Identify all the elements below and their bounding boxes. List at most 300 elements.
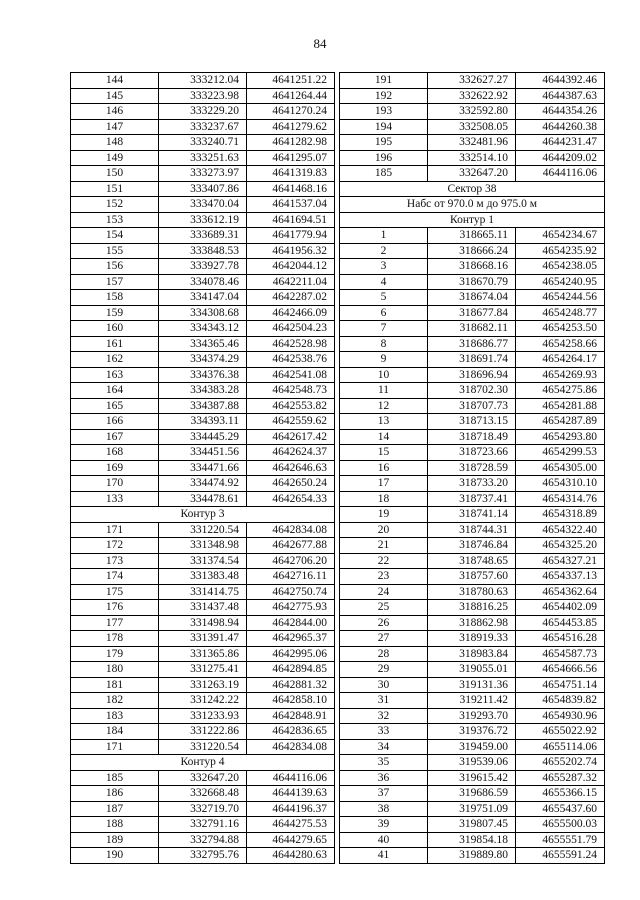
y-coordinate: 4641537.04 bbox=[247, 197, 335, 213]
point-number: 177 bbox=[71, 615, 159, 631]
point-number: 149 bbox=[71, 150, 159, 166]
y-coordinate: 4644116.06 bbox=[516, 166, 605, 182]
point-number: 191 bbox=[340, 73, 428, 89]
y-coordinate: 4642858.10 bbox=[247, 693, 335, 709]
point-number: 159 bbox=[71, 305, 159, 321]
x-coordinate: 318983.84 bbox=[428, 646, 516, 662]
table-row bbox=[340, 166, 605, 182]
y-coordinate: 4642965.37 bbox=[247, 631, 335, 647]
y-coordinate: 4654337.13 bbox=[516, 569, 605, 585]
x-coordinate: 318691.74 bbox=[428, 352, 516, 368]
x-coordinate: 332514.10 bbox=[428, 150, 516, 166]
y-coordinate: 4655366.15 bbox=[516, 786, 605, 802]
x-coordinate: 318707.73 bbox=[428, 398, 516, 414]
y-coordinate: 4654293.80 bbox=[516, 429, 605, 445]
table-row bbox=[71, 305, 335, 321]
x-coordinate: 318744.31 bbox=[428, 522, 516, 538]
y-coordinate: 4641319.83 bbox=[247, 166, 335, 182]
x-coordinate: 334474.92 bbox=[159, 476, 247, 492]
y-coordinate: 4644392.46 bbox=[516, 73, 605, 89]
point-number: 21 bbox=[340, 538, 428, 554]
point-number: 35 bbox=[340, 755, 428, 771]
point-number: 18 bbox=[340, 491, 428, 507]
x-coordinate: 334451.56 bbox=[159, 445, 247, 461]
table-row bbox=[340, 398, 605, 414]
x-coordinate: 331498.94 bbox=[159, 615, 247, 631]
y-coordinate: 4644275.53 bbox=[247, 817, 335, 833]
table-row bbox=[340, 290, 605, 306]
section-header-row bbox=[71, 507, 335, 523]
y-coordinate: 4644279.65 bbox=[247, 832, 335, 848]
point-number: 187 bbox=[71, 801, 159, 817]
table-row bbox=[340, 817, 605, 833]
table-row bbox=[340, 274, 605, 290]
x-coordinate: 332508.05 bbox=[428, 119, 516, 135]
table-row bbox=[71, 631, 335, 647]
point-number: 194 bbox=[340, 119, 428, 135]
point-number: 174 bbox=[71, 569, 159, 585]
point-number: 190 bbox=[71, 848, 159, 864]
table-row bbox=[71, 553, 335, 569]
point-number: 3 bbox=[340, 259, 428, 275]
y-coordinate: 4644280.63 bbox=[247, 848, 335, 864]
x-coordinate: 318733.20 bbox=[428, 476, 516, 492]
point-number: 30 bbox=[340, 677, 428, 693]
table-row bbox=[340, 538, 605, 554]
x-coordinate: 319854.18 bbox=[428, 832, 516, 848]
point-number: 157 bbox=[71, 274, 159, 290]
table-row bbox=[340, 646, 605, 662]
x-coordinate: 331275.41 bbox=[159, 662, 247, 678]
x-coordinate: 318665.11 bbox=[428, 228, 516, 244]
point-number: 185 bbox=[71, 770, 159, 786]
y-coordinate: 4654327.21 bbox=[516, 553, 605, 569]
y-coordinate: 4641468.16 bbox=[247, 181, 335, 197]
x-coordinate: 332795.76 bbox=[159, 848, 247, 864]
y-coordinate: 4644231.47 bbox=[516, 135, 605, 151]
y-coordinate: 4642775.93 bbox=[247, 600, 335, 616]
x-coordinate: 334365.46 bbox=[159, 336, 247, 352]
table-row bbox=[340, 584, 605, 600]
table-row bbox=[340, 460, 605, 476]
table-row bbox=[340, 88, 605, 104]
x-coordinate: 318757.60 bbox=[428, 569, 516, 585]
x-coordinate: 333689.31 bbox=[159, 228, 247, 244]
y-coordinate: 4654318.89 bbox=[516, 507, 605, 523]
y-coordinate: 4642541.08 bbox=[247, 367, 335, 383]
x-coordinate: 332622.92 bbox=[428, 88, 516, 104]
section-header: Контур 1 bbox=[340, 212, 605, 228]
point-number: 15 bbox=[340, 445, 428, 461]
y-coordinate: 4641779.94 bbox=[247, 228, 335, 244]
y-coordinate: 4641279.62 bbox=[247, 119, 335, 135]
point-number: 148 bbox=[71, 135, 159, 151]
point-number: 151 bbox=[71, 181, 159, 197]
table-row bbox=[71, 135, 335, 151]
y-coordinate: 4644354.26 bbox=[516, 104, 605, 120]
section-header: Сектор 38 bbox=[340, 181, 605, 197]
y-coordinate: 4642844.00 bbox=[247, 615, 335, 631]
table-row bbox=[71, 538, 335, 554]
point-number: 40 bbox=[340, 832, 428, 848]
point-number: 181 bbox=[71, 677, 159, 693]
y-coordinate: 4641282.98 bbox=[247, 135, 335, 151]
point-number: 169 bbox=[71, 460, 159, 476]
y-coordinate: 4655022.92 bbox=[516, 724, 605, 740]
y-coordinate: 4642538.76 bbox=[247, 352, 335, 368]
point-number: 150 bbox=[71, 166, 159, 182]
point-number: 145 bbox=[71, 88, 159, 104]
y-coordinate: 4642848.91 bbox=[247, 708, 335, 724]
x-coordinate: 333848.53 bbox=[159, 243, 247, 259]
point-number: 11 bbox=[340, 383, 428, 399]
table-row bbox=[340, 73, 605, 89]
point-number: 183 bbox=[71, 708, 159, 724]
table-row bbox=[71, 197, 335, 213]
x-coordinate: 332647.20 bbox=[159, 770, 247, 786]
table-row bbox=[340, 321, 605, 337]
point-number: 26 bbox=[340, 615, 428, 631]
y-coordinate: 4642646.63 bbox=[247, 460, 335, 476]
table-row bbox=[71, 104, 335, 120]
x-coordinate: 334445.29 bbox=[159, 429, 247, 445]
point-number: 146 bbox=[71, 104, 159, 120]
x-coordinate: 332592.80 bbox=[428, 104, 516, 120]
y-coordinate: 4641270.24 bbox=[247, 104, 335, 120]
table-row bbox=[71, 491, 335, 507]
table-row bbox=[71, 600, 335, 616]
table-row bbox=[71, 662, 335, 678]
y-coordinate: 4654310.10 bbox=[516, 476, 605, 492]
table-row bbox=[340, 259, 605, 275]
point-number: 5 bbox=[340, 290, 428, 306]
x-coordinate: 332668.48 bbox=[159, 786, 247, 802]
point-number: 25 bbox=[340, 600, 428, 616]
y-coordinate: 4642706.20 bbox=[247, 553, 335, 569]
point-number: 34 bbox=[340, 739, 428, 755]
point-number: 36 bbox=[340, 770, 428, 786]
x-coordinate: 333237.67 bbox=[159, 119, 247, 135]
x-coordinate: 333251.63 bbox=[159, 150, 247, 166]
x-coordinate: 331374.54 bbox=[159, 553, 247, 569]
table-row bbox=[340, 135, 605, 151]
x-coordinate: 318713.15 bbox=[428, 414, 516, 430]
x-coordinate: 331263.19 bbox=[159, 677, 247, 693]
point-number: 12 bbox=[340, 398, 428, 414]
table-row bbox=[71, 181, 335, 197]
point-number: 193 bbox=[340, 104, 428, 120]
point-number: 165 bbox=[71, 398, 159, 414]
x-coordinate: 318780.63 bbox=[428, 584, 516, 600]
y-coordinate: 4644260.38 bbox=[516, 119, 605, 135]
table-row bbox=[340, 429, 605, 445]
point-number: 24 bbox=[340, 584, 428, 600]
x-coordinate: 332627.27 bbox=[428, 73, 516, 89]
table-row bbox=[71, 383, 335, 399]
table-row bbox=[340, 228, 605, 244]
y-coordinate: 4641251.22 bbox=[247, 73, 335, 89]
y-coordinate: 4641295.07 bbox=[247, 150, 335, 166]
x-coordinate: 331383.48 bbox=[159, 569, 247, 585]
y-coordinate: 4654275.86 bbox=[516, 383, 605, 399]
point-number: 163 bbox=[71, 367, 159, 383]
x-coordinate: 333407.86 bbox=[159, 181, 247, 197]
point-number: 166 bbox=[71, 414, 159, 430]
table-row bbox=[340, 553, 605, 569]
table-row bbox=[71, 73, 335, 89]
x-coordinate: 333927.78 bbox=[159, 259, 247, 275]
x-coordinate: 319807.45 bbox=[428, 817, 516, 833]
x-coordinate: 318741.14 bbox=[428, 507, 516, 523]
y-coordinate: 4642881.32 bbox=[247, 677, 335, 693]
y-coordinate: 4654248.77 bbox=[516, 305, 605, 321]
point-number: 2 bbox=[340, 243, 428, 259]
y-coordinate: 4642894.85 bbox=[247, 662, 335, 678]
y-coordinate: 4655202.74 bbox=[516, 755, 605, 771]
y-coordinate: 4654264.17 bbox=[516, 352, 605, 368]
x-coordinate: 334376.38 bbox=[159, 367, 247, 383]
y-coordinate: 4654666.56 bbox=[516, 662, 605, 678]
x-coordinate: 331222.86 bbox=[159, 724, 247, 740]
y-coordinate: 4642624.37 bbox=[247, 445, 335, 461]
table-row bbox=[340, 569, 605, 585]
x-coordinate: 319751.09 bbox=[428, 801, 516, 817]
table-row bbox=[340, 801, 605, 817]
table-row bbox=[340, 848, 605, 864]
table-row bbox=[71, 228, 335, 244]
x-coordinate: 334387.88 bbox=[159, 398, 247, 414]
x-coordinate: 332794.88 bbox=[159, 832, 247, 848]
table-row bbox=[71, 646, 335, 662]
y-coordinate: 4654314.76 bbox=[516, 491, 605, 507]
y-coordinate: 4644196.37 bbox=[247, 801, 335, 817]
x-coordinate: 319211.42 bbox=[428, 693, 516, 709]
coordinates-table-right bbox=[339, 72, 605, 864]
point-number: 184 bbox=[71, 724, 159, 740]
x-coordinate: 331220.54 bbox=[159, 522, 247, 538]
table-row bbox=[71, 367, 335, 383]
point-number: 22 bbox=[340, 553, 428, 569]
table-row bbox=[71, 832, 335, 848]
table-row bbox=[71, 569, 335, 585]
section-header: Контур 3 bbox=[71, 507, 335, 523]
y-coordinate: 4654305.00 bbox=[516, 460, 605, 476]
x-coordinate: 333612.19 bbox=[159, 212, 247, 228]
x-coordinate: 318737.41 bbox=[428, 491, 516, 507]
y-coordinate: 4654258.66 bbox=[516, 336, 605, 352]
y-coordinate: 4644139.63 bbox=[247, 786, 335, 802]
y-coordinate: 4642834.08 bbox=[247, 522, 335, 538]
table-row bbox=[340, 507, 605, 523]
x-coordinate: 331365.86 bbox=[159, 646, 247, 662]
table-row bbox=[340, 119, 605, 135]
point-number: 189 bbox=[71, 832, 159, 848]
point-number: 28 bbox=[340, 646, 428, 662]
point-number: 164 bbox=[71, 383, 159, 399]
y-coordinate: 4642617.42 bbox=[247, 429, 335, 445]
point-number: 144 bbox=[71, 73, 159, 89]
x-coordinate: 319055.01 bbox=[428, 662, 516, 678]
table-row bbox=[71, 476, 335, 492]
point-number: 168 bbox=[71, 445, 159, 461]
table-row bbox=[340, 631, 605, 647]
point-number: 162 bbox=[71, 352, 159, 368]
table-row bbox=[71, 724, 335, 740]
point-number: 31 bbox=[340, 693, 428, 709]
y-coordinate: 4654240.95 bbox=[516, 274, 605, 290]
x-coordinate: 318677.84 bbox=[428, 305, 516, 321]
x-coordinate: 331242.22 bbox=[159, 693, 247, 709]
table-row bbox=[71, 150, 335, 166]
x-coordinate: 334308.68 bbox=[159, 305, 247, 321]
table-row bbox=[71, 848, 335, 864]
table-row bbox=[71, 212, 335, 228]
y-coordinate: 4642716.11 bbox=[247, 569, 335, 585]
section-header-row bbox=[340, 197, 605, 213]
table-row bbox=[71, 243, 335, 259]
x-coordinate: 331391.47 bbox=[159, 631, 247, 647]
point-number: 180 bbox=[71, 662, 159, 678]
y-coordinate: 4641694.51 bbox=[247, 212, 335, 228]
y-coordinate: 4642654.33 bbox=[247, 491, 335, 507]
x-coordinate: 319615.42 bbox=[428, 770, 516, 786]
x-coordinate: 318696.94 bbox=[428, 367, 516, 383]
y-coordinate: 4654244.56 bbox=[516, 290, 605, 306]
y-coordinate: 4654453.85 bbox=[516, 615, 605, 631]
point-number: 6 bbox=[340, 305, 428, 321]
x-coordinate: 319459.00 bbox=[428, 739, 516, 755]
y-coordinate: 4642553.82 bbox=[247, 398, 335, 414]
y-coordinate: 4642287.02 bbox=[247, 290, 335, 306]
table-row bbox=[71, 290, 335, 306]
table-row bbox=[71, 739, 335, 755]
section-header-row bbox=[71, 755, 335, 771]
y-coordinate: 4655114.06 bbox=[516, 739, 605, 755]
point-number: 171 bbox=[71, 739, 159, 755]
table-row bbox=[340, 367, 605, 383]
point-number: 10 bbox=[340, 367, 428, 383]
y-coordinate: 4655591.24 bbox=[516, 848, 605, 864]
point-number: 172 bbox=[71, 538, 159, 554]
y-coordinate: 4654402.09 bbox=[516, 600, 605, 616]
x-coordinate: 318682.11 bbox=[428, 321, 516, 337]
x-coordinate: 318728.59 bbox=[428, 460, 516, 476]
table-row bbox=[340, 600, 605, 616]
table-row bbox=[71, 677, 335, 693]
y-coordinate: 4642211.04 bbox=[247, 274, 335, 290]
table-row bbox=[71, 460, 335, 476]
point-number: 178 bbox=[71, 631, 159, 647]
point-number: 152 bbox=[71, 197, 159, 213]
y-coordinate: 4644387.63 bbox=[516, 88, 605, 104]
y-coordinate: 4642559.62 bbox=[247, 414, 335, 430]
x-coordinate: 333470.04 bbox=[159, 197, 247, 213]
x-coordinate: 318746.84 bbox=[428, 538, 516, 554]
point-number: 7 bbox=[340, 321, 428, 337]
table-row bbox=[71, 166, 335, 182]
point-number: 170 bbox=[71, 476, 159, 492]
y-coordinate: 4642834.08 bbox=[247, 739, 335, 755]
x-coordinate: 318666.24 bbox=[428, 243, 516, 259]
point-number: 16 bbox=[340, 460, 428, 476]
y-coordinate: 4642466.09 bbox=[247, 305, 335, 321]
x-coordinate: 318862.98 bbox=[428, 615, 516, 631]
x-coordinate: 318668.16 bbox=[428, 259, 516, 275]
y-coordinate: 4654281.88 bbox=[516, 398, 605, 414]
y-coordinate: 4654238.05 bbox=[516, 259, 605, 275]
table-row bbox=[71, 817, 335, 833]
point-number: 179 bbox=[71, 646, 159, 662]
point-number: 147 bbox=[71, 119, 159, 135]
point-number: 156 bbox=[71, 259, 159, 275]
y-coordinate: 4654751.14 bbox=[516, 677, 605, 693]
y-coordinate: 4641264.44 bbox=[247, 88, 335, 104]
coordinates-table-left bbox=[70, 72, 335, 864]
point-number: 37 bbox=[340, 786, 428, 802]
table-row bbox=[340, 445, 605, 461]
table-row bbox=[71, 259, 335, 275]
table-row bbox=[340, 476, 605, 492]
section-header-row bbox=[340, 181, 605, 197]
y-coordinate: 4654322.40 bbox=[516, 522, 605, 538]
y-coordinate: 4654234.67 bbox=[516, 228, 605, 244]
point-number: 17 bbox=[340, 476, 428, 492]
point-number: 155 bbox=[71, 243, 159, 259]
table-row bbox=[71, 693, 335, 709]
x-coordinate: 334478.61 bbox=[159, 491, 247, 507]
y-coordinate: 4654516.28 bbox=[516, 631, 605, 647]
point-number: 154 bbox=[71, 228, 159, 244]
y-coordinate: 4642995.06 bbox=[247, 646, 335, 662]
y-coordinate: 4655551.79 bbox=[516, 832, 605, 848]
table-row bbox=[71, 352, 335, 368]
point-number: 160 bbox=[71, 321, 159, 337]
point-number: 32 bbox=[340, 708, 428, 724]
x-coordinate: 319686.59 bbox=[428, 786, 516, 802]
table-row bbox=[71, 321, 335, 337]
x-coordinate: 331414.75 bbox=[159, 584, 247, 600]
table-row bbox=[340, 724, 605, 740]
x-coordinate: 333240.71 bbox=[159, 135, 247, 151]
table-row bbox=[340, 615, 605, 631]
table-row bbox=[71, 708, 335, 724]
point-number: 23 bbox=[340, 569, 428, 585]
table-row bbox=[340, 693, 605, 709]
y-coordinate: 4654235.92 bbox=[516, 243, 605, 259]
x-coordinate: 334078.46 bbox=[159, 274, 247, 290]
y-coordinate: 4654362.64 bbox=[516, 584, 605, 600]
table-row bbox=[71, 584, 335, 600]
y-coordinate: 4654325.20 bbox=[516, 538, 605, 554]
x-coordinate: 318718.49 bbox=[428, 429, 516, 445]
point-number: 167 bbox=[71, 429, 159, 445]
table-row bbox=[340, 414, 605, 430]
table-row bbox=[340, 677, 605, 693]
x-coordinate: 333273.97 bbox=[159, 166, 247, 182]
point-number: 173 bbox=[71, 553, 159, 569]
table-row bbox=[340, 336, 605, 352]
x-coordinate: 334374.29 bbox=[159, 352, 247, 368]
y-coordinate: 4654299.53 bbox=[516, 445, 605, 461]
y-coordinate: 4644209.02 bbox=[516, 150, 605, 166]
x-coordinate: 334471.66 bbox=[159, 460, 247, 476]
x-coordinate: 331437.48 bbox=[159, 600, 247, 616]
point-number: 1 bbox=[340, 228, 428, 244]
y-coordinate: 4655287.32 bbox=[516, 770, 605, 786]
table-row bbox=[71, 786, 335, 802]
table-row bbox=[71, 615, 335, 631]
x-coordinate: 318723.66 bbox=[428, 445, 516, 461]
